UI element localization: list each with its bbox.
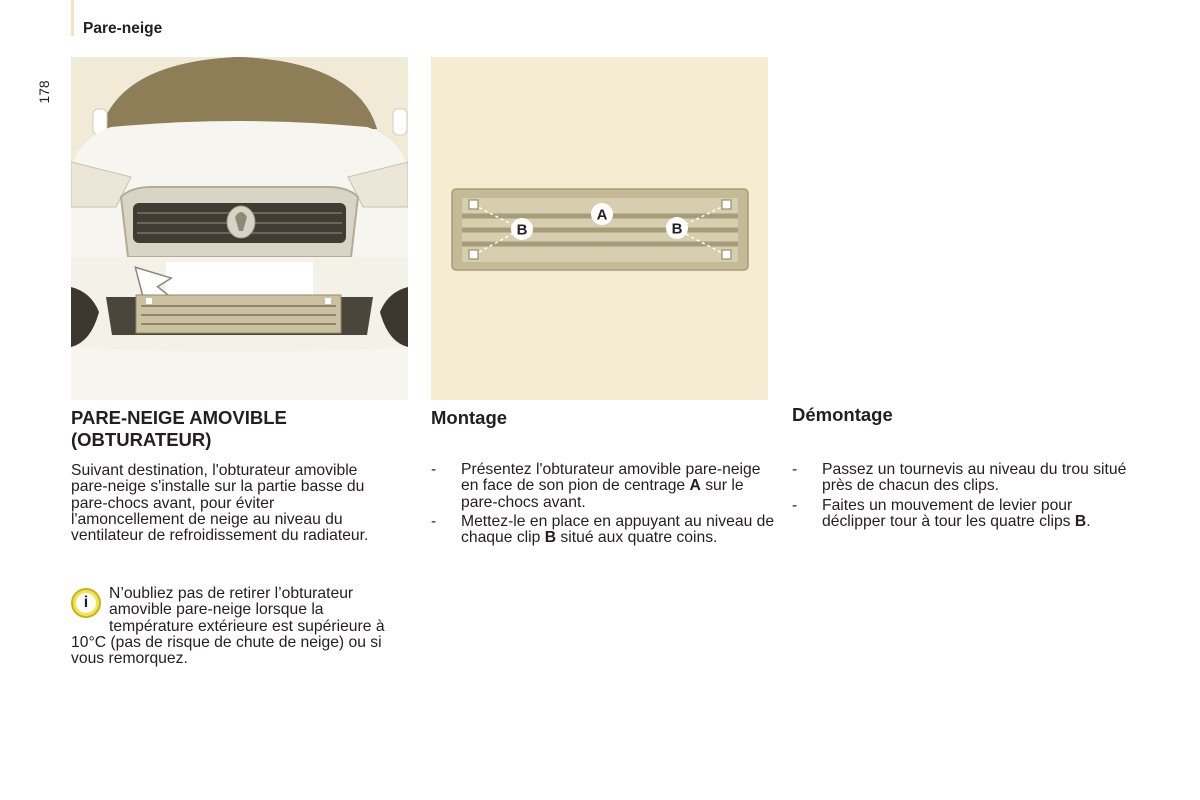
intro-paragraph: Suivant destination, l'obturateur amovible pare-neige s'installe sur la partie basse du pare-chocs avant, pour éviter l'amoncellement de neige au niveau du ventilateur de refroidissement du radiateur. (71, 462, 369, 545)
list-item: - Présentez l'obturateur amovible pare-neige en face de son pion de centrage A sur le pare-chocs avant. (431, 461, 761, 511)
lion-emblem-icon (227, 206, 255, 238)
label-b-right: B (671, 220, 683, 238)
figure-van-front (71, 57, 408, 400)
van-front-illustration (71, 57, 408, 400)
figure-shield-diagram (431, 57, 768, 400)
demontage-steps (792, 462, 1137, 533)
list-item: - Mettez-le en place en appuyant au niveau de chaque clip B situé aux quatre coins. (431, 512, 775, 547)
list-item: - Passez un tournevis au niveau du trou situé près de chacun des clips. (792, 461, 1127, 495)
info-text: N’oubliez pas de retirer l’obturateur amovible pare-neige lorsque la température extérieure est supérieure à 10°C (pas de risque de chute de neige) ou si vous remorquez. (71, 585, 385, 668)
info-note (71, 586, 406, 667)
label-b-left: B (516, 221, 528, 239)
page-header-title: Pare-neige (83, 20, 163, 37)
shield-diagram-illustration (431, 57, 768, 400)
section-title-montage: Montage (431, 407, 508, 428)
section-title-removable: PARE-NEIGE AMOVIBLE (OBTURATEUR) (71, 407, 287, 450)
montage-steps (431, 462, 776, 549)
page-number: 178 (36, 80, 52, 104)
header-accent-bar (71, 0, 74, 36)
list-item: - Faites un mouvement de levier pour déclipper tour à tour les quatre clips B. (792, 496, 1091, 530)
label-a: A (596, 206, 608, 224)
section-title-demontage: Démontage (792, 404, 893, 425)
info-icon: i (71, 588, 101, 618)
